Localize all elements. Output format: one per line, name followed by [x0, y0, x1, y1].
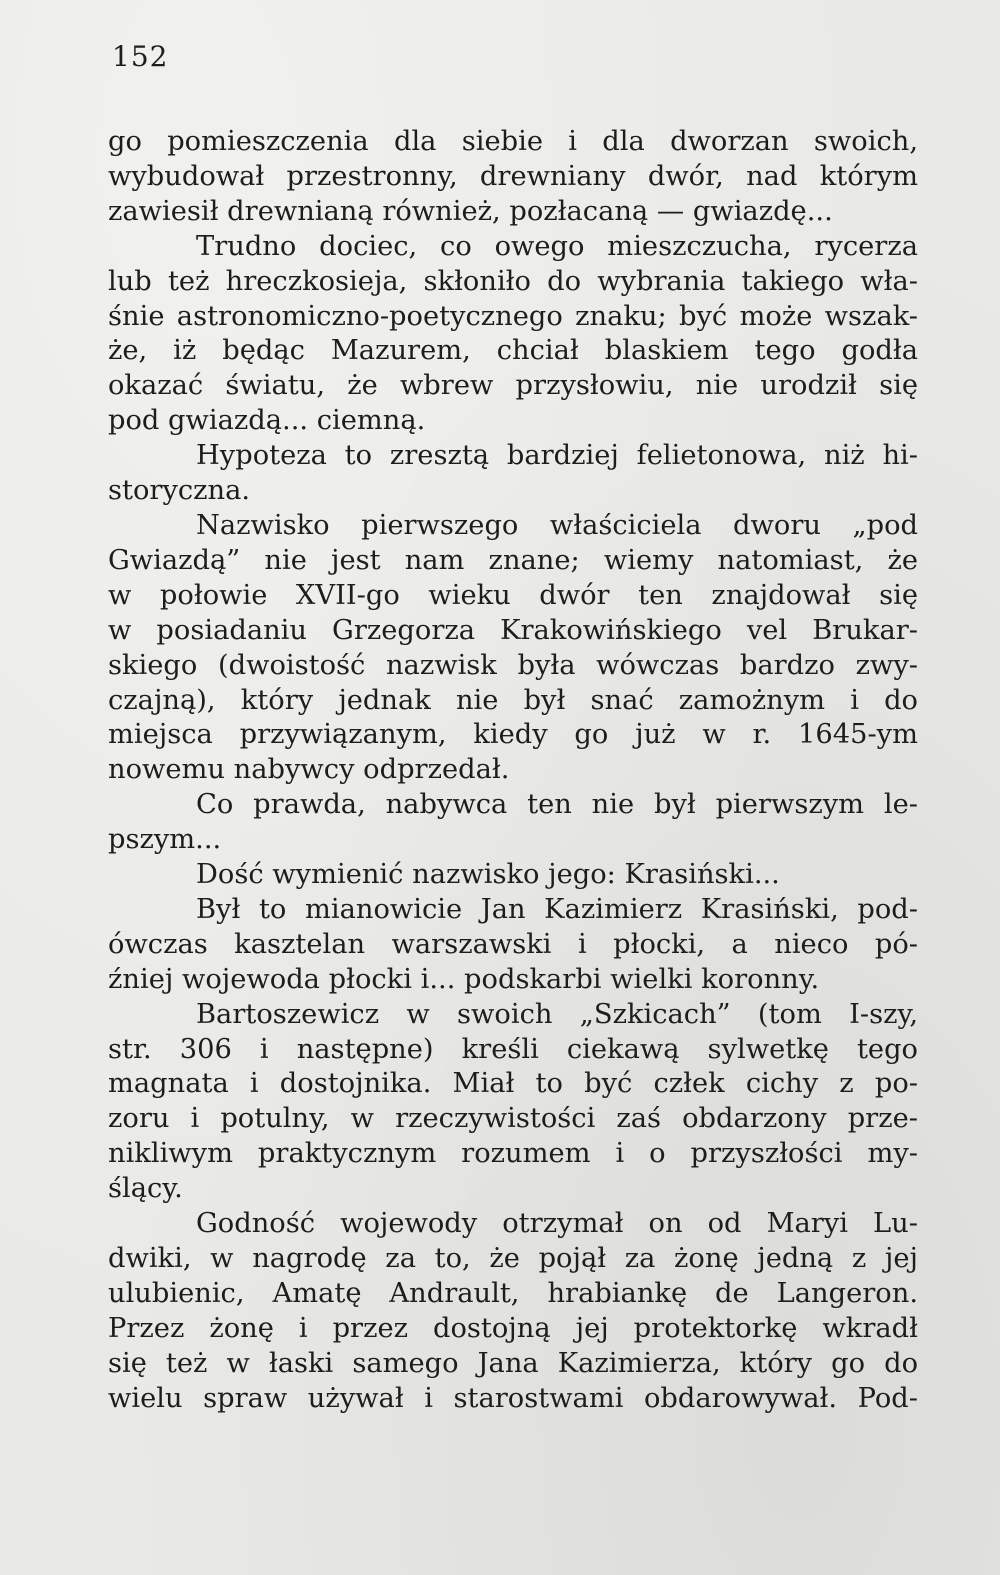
- text-line: storyczna.: [108, 475, 251, 507]
- text-line: ulubienic, Amatę Andrault, hrabiankę de Langeron.: [108, 1277, 918, 1309]
- text-line: Hypoteza to zresztą bardziej felietonowa, niż hi-: [196, 440, 918, 472]
- text-line: wybudował przestronny, drewniany dwór, nad którym: [108, 160, 918, 192]
- text-line: się też w łaski samego Jana Kazimierza, który go do: [108, 1347, 918, 1379]
- text-line: pszym...: [108, 824, 222, 856]
- text-line: okazać światu, że wbrew przysłowiu, nie urodził się: [108, 370, 918, 402]
- text-line: miejsca przywiązanym, kiedy go już w r. 1645-ym: [108, 719, 918, 751]
- text-line: że, iż będąc Mazurem, chciał blaskiem tego godła: [108, 335, 918, 367]
- text-line: Gwiazdą” nie jest nam znane; wiemy natomiast, że: [108, 544, 918, 576]
- text-line: źniej wojewoda płocki i... podskarbi wielki koronny.: [108, 963, 820, 995]
- body-text: [108, 125, 918, 1417]
- text-line: go pomieszczenia dla siebie i dla dworzan swoich,: [108, 126, 918, 157]
- text-line: zawiesił drewnianą również, pozłacaną — gwiazdę...: [108, 195, 833, 227]
- text-line: Bartoszewicz w swoich „Szkicach” (tom I-szy,: [196, 998, 918, 1030]
- text-line: ślący.: [108, 1173, 183, 1205]
- text-line: wielu spraw używał i starostwami obdarowywał. Pod-: [108, 1382, 918, 1414]
- text-line: w posiadaniu Grzegorza Krakowińskiego vel Brukar-: [108, 614, 918, 646]
- text-line: pod gwiazdą... ciemną.: [108, 405, 426, 437]
- text-line: zoru i potulny, w rzeczywistości zaś obdarzony prze-: [108, 1103, 918, 1135]
- text-line: skiego (dwoistość nazwisk była wówczas bardzo zwy-: [108, 649, 918, 681]
- text-line: dwiki, w nagrodę za to, że pojął za żonę jedną z jej: [108, 1243, 918, 1274]
- text-line: Godność wojewody otrzymał on od Maryi Lu-: [196, 1208, 918, 1240]
- text-line: Trudno dociec, co owego mieszczucha, rycerza: [196, 230, 918, 262]
- text-line: Był to mianowicie Jan Kazimierz Krasiński, pod-: [196, 893, 918, 925]
- text-line: Nazwisko pierwszego właściciela dworu „pod: [196, 509, 918, 541]
- text-line: nowemu nabywcy odprzedał.: [108, 754, 510, 786]
- text-line: lub też hreczkosieja, skłoniło do wybrania takiego wła-: [108, 265, 918, 297]
- text-line: magnata i dostojnika. Miał to być człek cichy z po-: [108, 1068, 918, 1100]
- text-line: str. 306 i następne) kreśli ciekawą sylwetkę tego: [108, 1033, 918, 1065]
- page-number: 152: [112, 40, 169, 73]
- text-line: nikliwym praktycznym rozumem i o przyszłości my-: [108, 1138, 918, 1170]
- text-line: Dość wymienić nazwisko jego: Krasiński...: [196, 859, 780, 891]
- text-line: śnie astronomiczno-poetycznego znaku; być może wszak-: [108, 300, 918, 332]
- text-line: w połowie XVII-go wieku dwór ten znajdował się: [108, 579, 918, 611]
- text-line: czajną), który jednak nie był snać zamożnym i do: [108, 684, 918, 716]
- text-line: ówczas kasztelan warszawski i płocki, a nieco pó-: [108, 928, 918, 960]
- text-line: Przez żonę i przez dostojną jej protektorkę wkradł: [108, 1312, 918, 1344]
- text-line: Co prawda, nabywca ten nie był pierwszym le-: [196, 789, 918, 821]
